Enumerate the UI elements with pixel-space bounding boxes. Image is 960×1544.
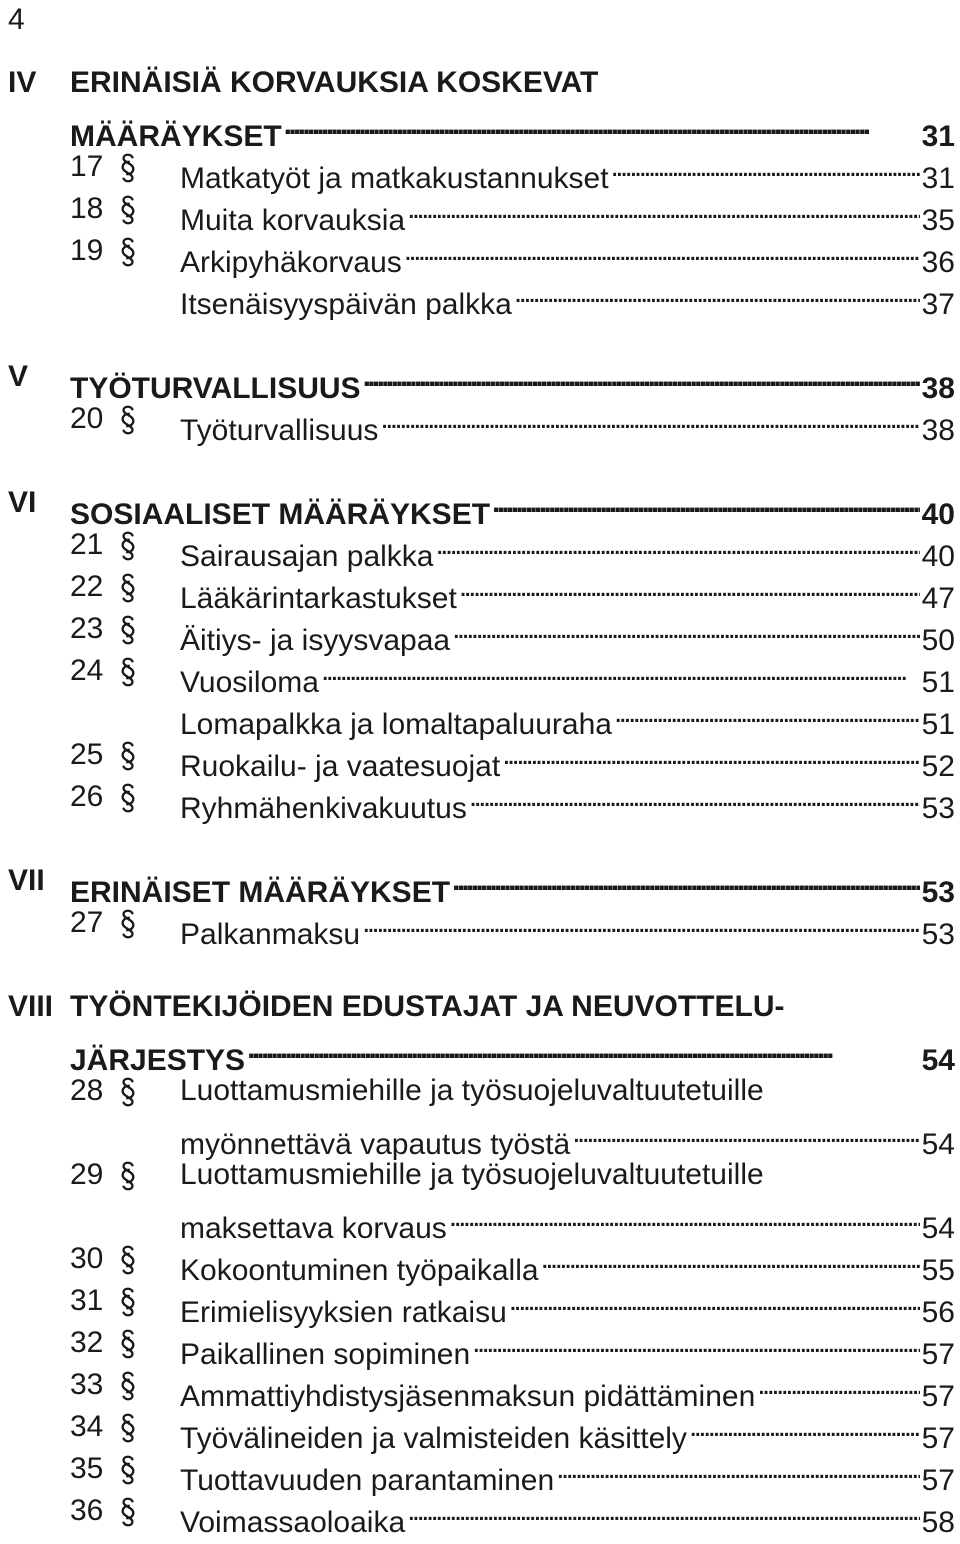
page-ref: 40 — [921, 498, 955, 531]
section-number: 17 — [70, 150, 104, 183]
entry-title: Muita korvauksia — [180, 204, 406, 237]
entry-title: Paikallinen sopiminen — [180, 1338, 471, 1371]
section-number: 35 — [70, 1452, 104, 1485]
section-number: 24 — [70, 654, 104, 687]
entry-title: Erimielisyyksien ratkaisu — [180, 1296, 507, 1329]
section-number: 25 — [70, 738, 104, 771]
dot-leader — [541, 1238, 920, 1280]
section-number: 31 — [70, 1284, 104, 1317]
entry-title-cont: maksettava korvaus — [180, 1212, 447, 1245]
entry-title: Itsenäisyyspäivän palkka — [180, 288, 512, 321]
chapter-title: TYÖNTEKIJÖIDEN EDUSTAJAT JA NEUVOTTELU- — [70, 990, 785, 1023]
entry-title: Kokoontuminen työpaikalla — [180, 1254, 539, 1287]
entry-title: Lääkärintarkastukset — [180, 582, 457, 615]
entry-title: Palkanmaksu — [180, 918, 361, 951]
page-ref: 40 — [921, 540, 955, 573]
toc-entry-27[interactable] — [0, 902, 960, 951]
toc-entry-33[interactable] — [0, 1364, 960, 1413]
page-ref: 52 — [921, 750, 955, 783]
dot-leader — [452, 860, 920, 902]
dot-leader — [380, 398, 919, 440]
section-sign-icon — [118, 188, 138, 226]
section-number: 19 — [70, 234, 104, 267]
page-ref: 57 — [921, 1380, 955, 1413]
toc-entry-20[interactable] — [0, 398, 960, 447]
section-sign-icon — [118, 1406, 138, 1444]
toc-entry-18[interactable] — [0, 188, 960, 237]
dot-leader — [469, 776, 920, 818]
section-number: 33 — [70, 1368, 104, 1401]
section-number: 29 — [70, 1158, 104, 1191]
chapter-title: TYÖTURVALLISUUS — [70, 372, 361, 405]
section-sign-icon — [118, 146, 138, 184]
section-number: 18 — [70, 192, 104, 225]
section-sign-icon — [118, 1280, 138, 1318]
chapter-roman: VI — [8, 486, 37, 519]
page-ref: 55 — [921, 1254, 955, 1287]
page-ref: 57 — [921, 1464, 955, 1497]
section-sign-icon — [118, 1490, 138, 1528]
page-ref: 54 — [921, 1128, 955, 1161]
entry-title: Ryhmähenkivakuutus — [180, 792, 467, 825]
section-number: 23 — [70, 612, 104, 645]
toc-entry-32[interactable] — [0, 1322, 960, 1371]
section-sign-icon — [118, 1238, 138, 1276]
page-ref: 38 — [921, 414, 955, 447]
section-number: 30 — [70, 1242, 104, 1275]
page-ref: 57 — [921, 1422, 955, 1455]
page-ref: 36 — [921, 246, 955, 279]
section-sign-icon — [118, 230, 138, 268]
dot-leader — [556, 1448, 919, 1490]
entry-title: Ammattiyhdistysjäsenmaksun pidättäminen — [180, 1380, 756, 1413]
section-sign-icon — [118, 1448, 138, 1486]
entry-title: Lomapalkka ja lomaltapaluuraha — [180, 708, 612, 741]
toc-entry-chapter-v[interactable] — [0, 356, 960, 405]
page-ref: 57 — [921, 1338, 955, 1371]
dot-leader — [436, 524, 920, 566]
chapter-viii-heading — [0, 986, 960, 1028]
dot-leader — [611, 146, 920, 188]
section-sign-icon — [118, 566, 138, 604]
entry-title: Matkatyöt ja matkakustannukset — [180, 162, 609, 195]
page-ref: 37 — [921, 288, 955, 321]
entry-title: Voimassaoloaika — [180, 1506, 406, 1539]
dot-leader — [284, 104, 920, 146]
page-ref: 51 — [921, 708, 955, 741]
chapter-roman: IV — [8, 66, 37, 99]
toc-entry-29-cont[interactable] — [0, 1196, 960, 1245]
dot-leader — [614, 692, 920, 734]
page-ref: 58 — [921, 1506, 955, 1539]
page-ref: 51 — [921, 666, 955, 699]
section-sign-icon — [118, 1322, 138, 1360]
section-number: 34 — [70, 1410, 104, 1443]
toc-entry-19[interactable] — [0, 230, 960, 279]
toc-entry-30[interactable] — [0, 1238, 960, 1287]
toc-entry-28-cont[interactable] — [0, 1112, 960, 1161]
entry-title-cont: myönnettävä vapautus työstä — [180, 1128, 571, 1161]
section-number: 20 — [70, 402, 104, 435]
chapter-roman: VII — [8, 864, 45, 897]
toc-entry-22[interactable] — [0, 566, 960, 615]
dot-leader — [404, 230, 920, 272]
entry-title: Työturvallisuus — [180, 414, 379, 447]
page-ref: 47 — [921, 582, 955, 615]
section-number: 32 — [70, 1326, 104, 1359]
entry-title: Tuottavuuden parantaminen — [180, 1464, 555, 1497]
dot-leader — [362, 902, 920, 944]
dot-leader — [572, 1112, 919, 1154]
section-sign-icon — [118, 1154, 138, 1192]
toc-entry-chapter-vii[interactable] — [0, 860, 960, 909]
page-ref: 35 — [921, 204, 955, 237]
section-sign-icon — [118, 524, 138, 562]
dot-leader — [247, 1028, 920, 1070]
section-sign-icon — [118, 608, 138, 646]
section-number: 26 — [70, 780, 104, 813]
section-sign-icon — [118, 650, 138, 688]
toc-entry-19-sub[interactable] — [0, 272, 960, 321]
page-number: 4 — [8, 3, 25, 36]
dot-leader — [452, 608, 920, 650]
dot-leader — [689, 1406, 920, 1448]
chapter-roman: VIII — [8, 990, 54, 1023]
dot-leader — [492, 482, 920, 524]
section-sign-icon — [118, 734, 138, 772]
toc-entry-chapter-vi[interactable] — [0, 482, 960, 531]
dot-leader — [472, 1322, 919, 1364]
toc-entry-chapter-iv[interactable] — [0, 104, 960, 153]
dot-leader — [757, 1364, 919, 1406]
toc-entry-36[interactable] — [0, 1490, 960, 1539]
dot-leader — [514, 272, 920, 314]
page-ref: 53 — [921, 918, 955, 951]
toc-entry-24-sub[interactable] — [0, 692, 960, 741]
dot-leader — [407, 1490, 919, 1532]
page-ref: 53 — [921, 792, 955, 825]
page-ref: 54 — [921, 1212, 955, 1245]
page-ref: 50 — [921, 624, 955, 657]
entry-title: Luottamusmiehille ja työsuojeluvaltuutetuille — [180, 1074, 764, 1107]
chapter-iv-heading — [0, 62, 960, 104]
entry-title: Työvälineiden ja valmisteiden käsittely — [180, 1422, 687, 1455]
dot-leader — [407, 188, 920, 230]
toc-entry-29[interactable] — [0, 1154, 960, 1196]
toc-entry-26[interactable] — [0, 776, 960, 825]
chapter-roman: V — [8, 360, 29, 393]
toc-entry-31[interactable] — [0, 1280, 960, 1329]
dot-leader — [509, 1280, 920, 1322]
toc-entry-17[interactable] — [0, 146, 960, 195]
toc-entry-chapter-viii[interactable] — [0, 1028, 960, 1077]
toc-entry-28[interactable] — [0, 1070, 960, 1112]
dot-leader — [459, 566, 920, 608]
section-sign-icon — [118, 1364, 138, 1402]
section-number: 21 — [70, 528, 104, 561]
entry-title: Luottamusmiehille ja työsuojeluvaltuutetuille — [180, 1158, 764, 1191]
section-number: 28 — [70, 1074, 104, 1107]
section-number: 22 — [70, 570, 104, 603]
section-number: 27 — [70, 906, 104, 939]
dot-leader — [449, 1196, 920, 1238]
page-ref: 38 — [921, 372, 955, 405]
entry-title: Ruokailu- ja vaatesuojat — [180, 750, 501, 783]
toc-entry-23[interactable] — [0, 608, 960, 657]
chapter-title: ERINÄISET MÄÄRÄYKSET — [70, 876, 451, 909]
chapter-title: SOSIAALISET MÄÄRÄYKSET — [70, 498, 491, 531]
section-number: 36 — [70, 1494, 104, 1527]
dot-leader — [321, 650, 920, 692]
entry-title: Sairausajan palkka — [180, 540, 434, 573]
section-sign-icon — [118, 1070, 138, 1108]
toc-entry-35[interactable] — [0, 1448, 960, 1497]
toc-entry-24[interactable] — [0, 650, 960, 699]
section-sign-icon — [118, 776, 138, 814]
chapter-title-cont: MÄÄRÄYKSET — [70, 120, 282, 153]
dot-leader — [502, 734, 919, 776]
toc-entry-21[interactable] — [0, 524, 960, 573]
page-ref: 31 — [921, 120, 955, 153]
section-sign-icon — [118, 902, 138, 940]
page-ref: 54 — [921, 1044, 955, 1077]
page-ref: 53 — [921, 876, 955, 909]
chapter-title: ERINÄISIÄ KORVAUKSIA KOSKEVAT — [70, 66, 599, 99]
entry-title: Arkipyhäkorvaus — [180, 246, 402, 279]
page-ref: 56 — [921, 1296, 955, 1329]
section-sign-icon — [118, 398, 138, 436]
page-ref: 31 — [921, 162, 955, 195]
dot-leader — [363, 356, 920, 398]
toc-entry-34[interactable] — [0, 1406, 960, 1455]
entry-title: Vuosiloma — [180, 666, 319, 699]
chapter-title-cont: JÄRJESTYS — [70, 1044, 246, 1077]
entry-title: Äitiys- ja isyysvapaa — [180, 624, 451, 657]
toc-entry-25[interactable] — [0, 734, 960, 783]
